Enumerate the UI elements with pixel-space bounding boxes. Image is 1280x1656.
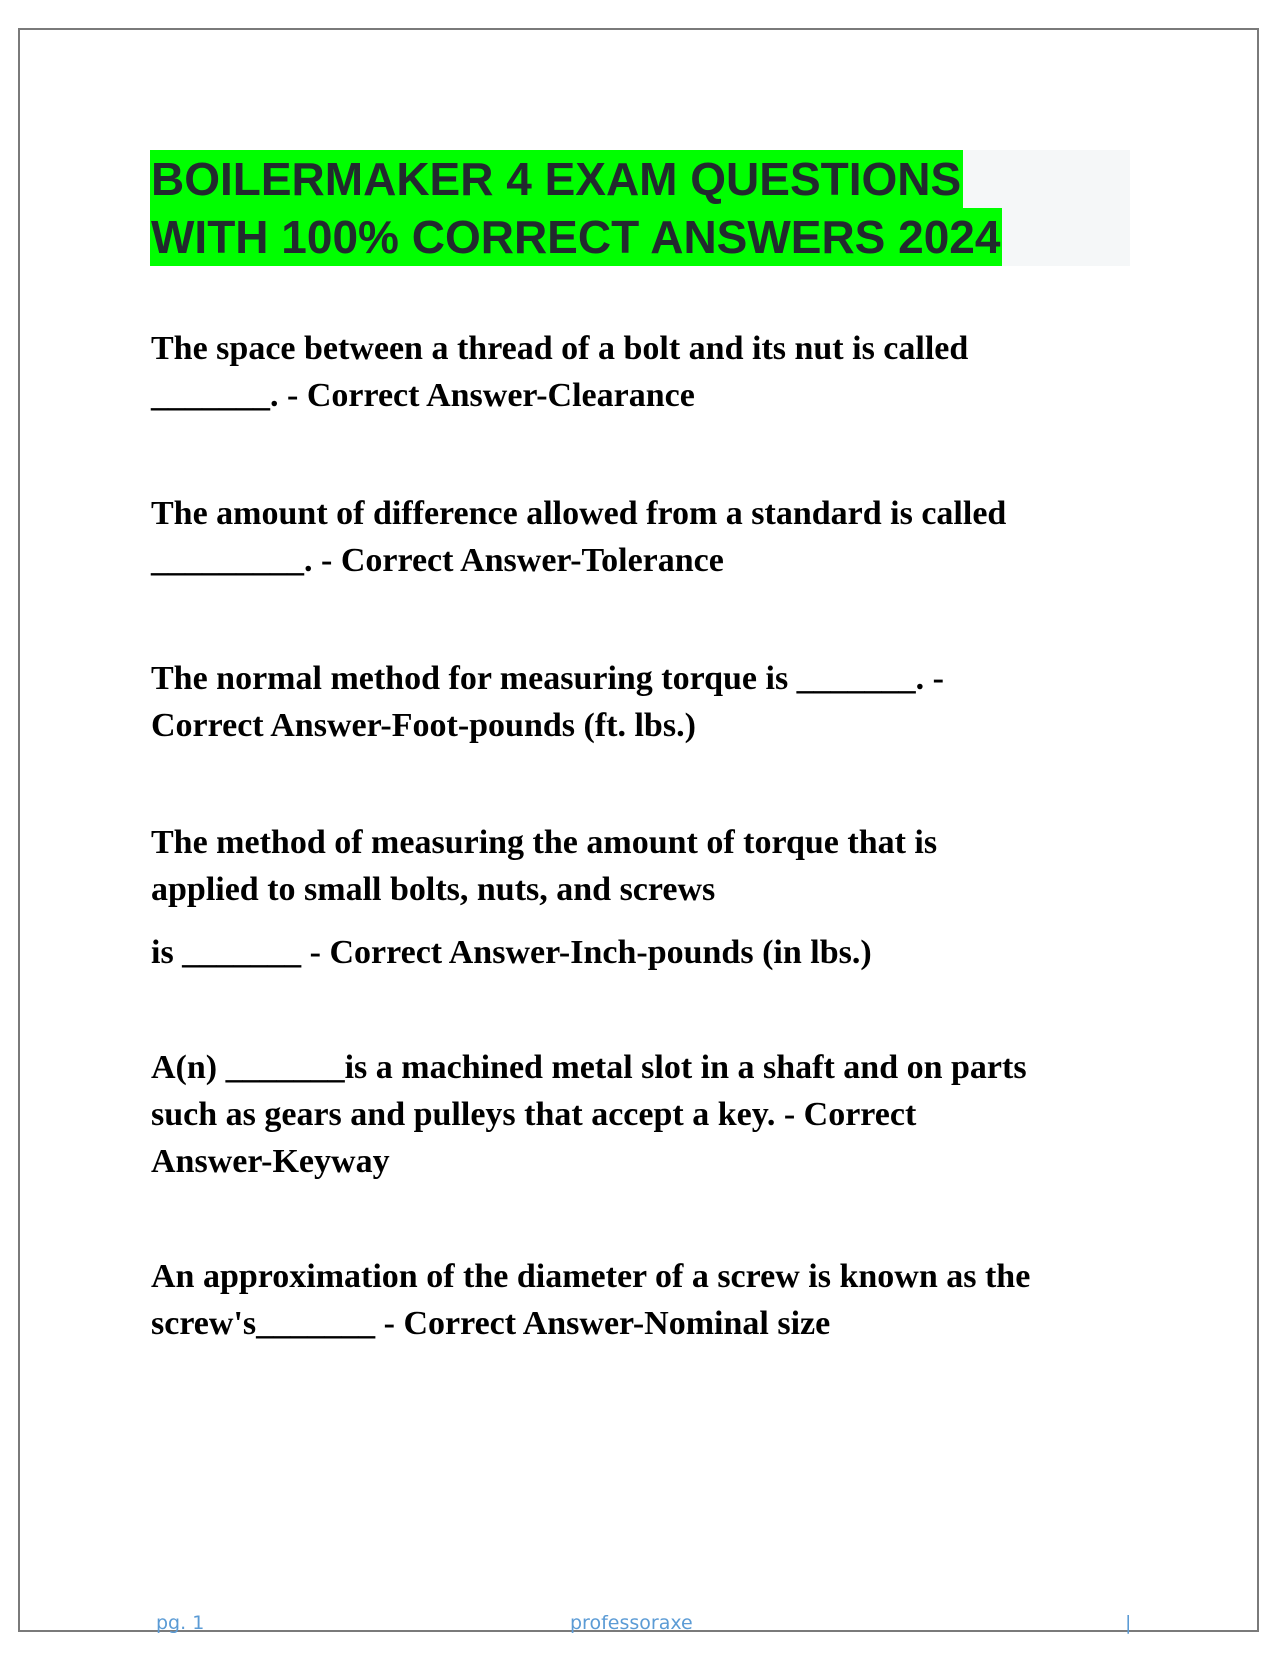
question-6 bbox=[151, 1253, 1141, 1347]
question-1-line-2: _______. - Correct Answer-Clearance bbox=[151, 377, 695, 414]
question-6-line-2: screw's_______ - Correct Answer-Nominal size bbox=[151, 1305, 831, 1342]
question-5-line-3: Answer-Keyway bbox=[151, 1143, 390, 1180]
question-2-line-1: The amount of difference allowed from a standard is called bbox=[151, 495, 1007, 532]
question-5 bbox=[151, 1044, 1141, 1185]
paragraph-gap bbox=[151, 913, 1141, 929]
document-title-line-1: BOILERMAKER 4 EXAM QUESTIONS bbox=[150, 150, 963, 208]
question-5-line-1: A(n) _______is a machined metal slot in a shaft and on parts bbox=[151, 1049, 1027, 1086]
question-1 bbox=[151, 325, 1141, 419]
question-5-line-2: such as gears and pulleys that accept a key. - Correct bbox=[151, 1096, 917, 1133]
footer-author: professoraxe bbox=[570, 1612, 693, 1634]
question-4-line-2: applied to small bolts, nuts, and screws bbox=[151, 871, 716, 908]
document-title-line-2: WITH 100% CORRECT ANSWERS 2024 bbox=[150, 208, 1002, 266]
question-2-line-2: _________. - Correct Answer-Tolerance bbox=[151, 542, 724, 579]
footer-page-number: pg. 1 bbox=[156, 1612, 205, 1634]
question-4-line-1: The method of measuring the amount of torque that is bbox=[151, 824, 938, 861]
footer-mark: | bbox=[1125, 1612, 1132, 1634]
question-4-line-3: is _______ - Correct Answer-Inch-pounds (in lbs.) bbox=[151, 934, 872, 971]
question-3-line-1: The normal method for measuring torque is _______. - bbox=[151, 660, 945, 697]
question-6-line-1: An approximation of the diameter of a screw is known as the bbox=[151, 1258, 1031, 1295]
question-2 bbox=[151, 490, 1141, 584]
question-4 bbox=[151, 819, 1141, 976]
question-3-line-2: Correct Answer-Foot-pounds (ft. lbs.) bbox=[151, 707, 696, 744]
question-3 bbox=[151, 655, 1141, 749]
question-1-line-1: The space between a thread of a bolt and its nut is called bbox=[151, 330, 969, 367]
